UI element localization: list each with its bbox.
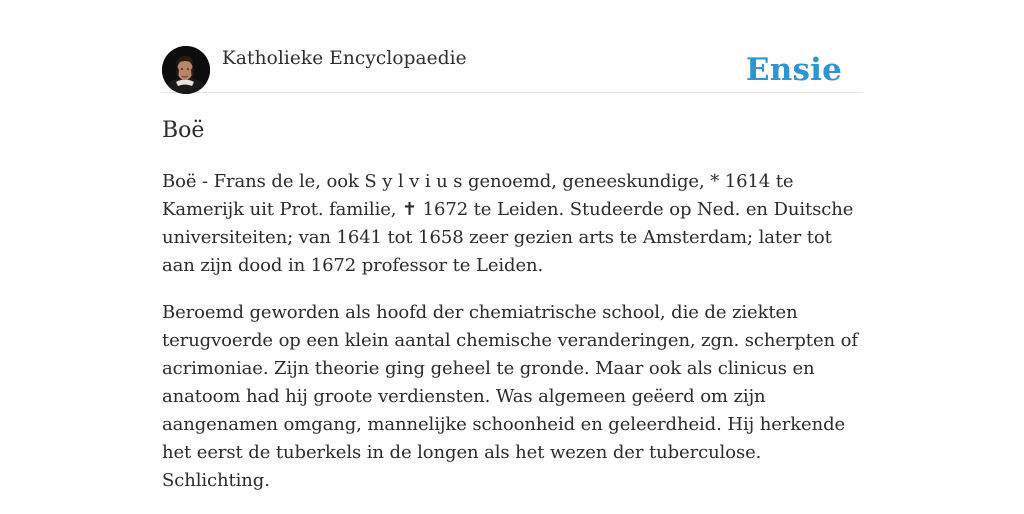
header <box>162 46 862 93</box>
article-body <box>162 168 864 514</box>
brand-logo[interactable]: Ensie <box>745 52 842 88</box>
source-title[interactable]: Katholieke Encyclopaedie <box>222 48 467 69</box>
page-title: Boë <box>162 118 205 143</box>
article-paragraph: Beroemd geworden als hoofd der chemiatrische school, die de ziekten terugvoerde op een klein aantal chemische veranderingen, zgn. scherpten of acrimoniae. Zijn theorie ging geheel te gronde. Maar ook als clinicus en anatoom had hij groote verdiensten. Was algemeen geëerd om zijn aangenamen omgang, mannelijke schoonheid en geleerdheid. Hij herkende het eerst de tuberkels in de longen als het wezen der tuberculose. Schlichting. <box>162 302 858 491</box>
portrait-avatar-icon[interactable] <box>162 46 210 94</box>
page <box>162 0 862 512</box>
article-paragraph: Boë - Frans de le, ook S y l v i u s genoemd, geneeskundige, * 1614 te Kamerijk uit Prot. familie, ✝ 1672 te Leiden. Studeerde op Ned. en Duitsche universiteiten; van 1641 tot 1658 zeer gezien arts te Amsterdam; later tot aan zijn dood in 1672 professor te Leiden. <box>162 171 854 276</box>
